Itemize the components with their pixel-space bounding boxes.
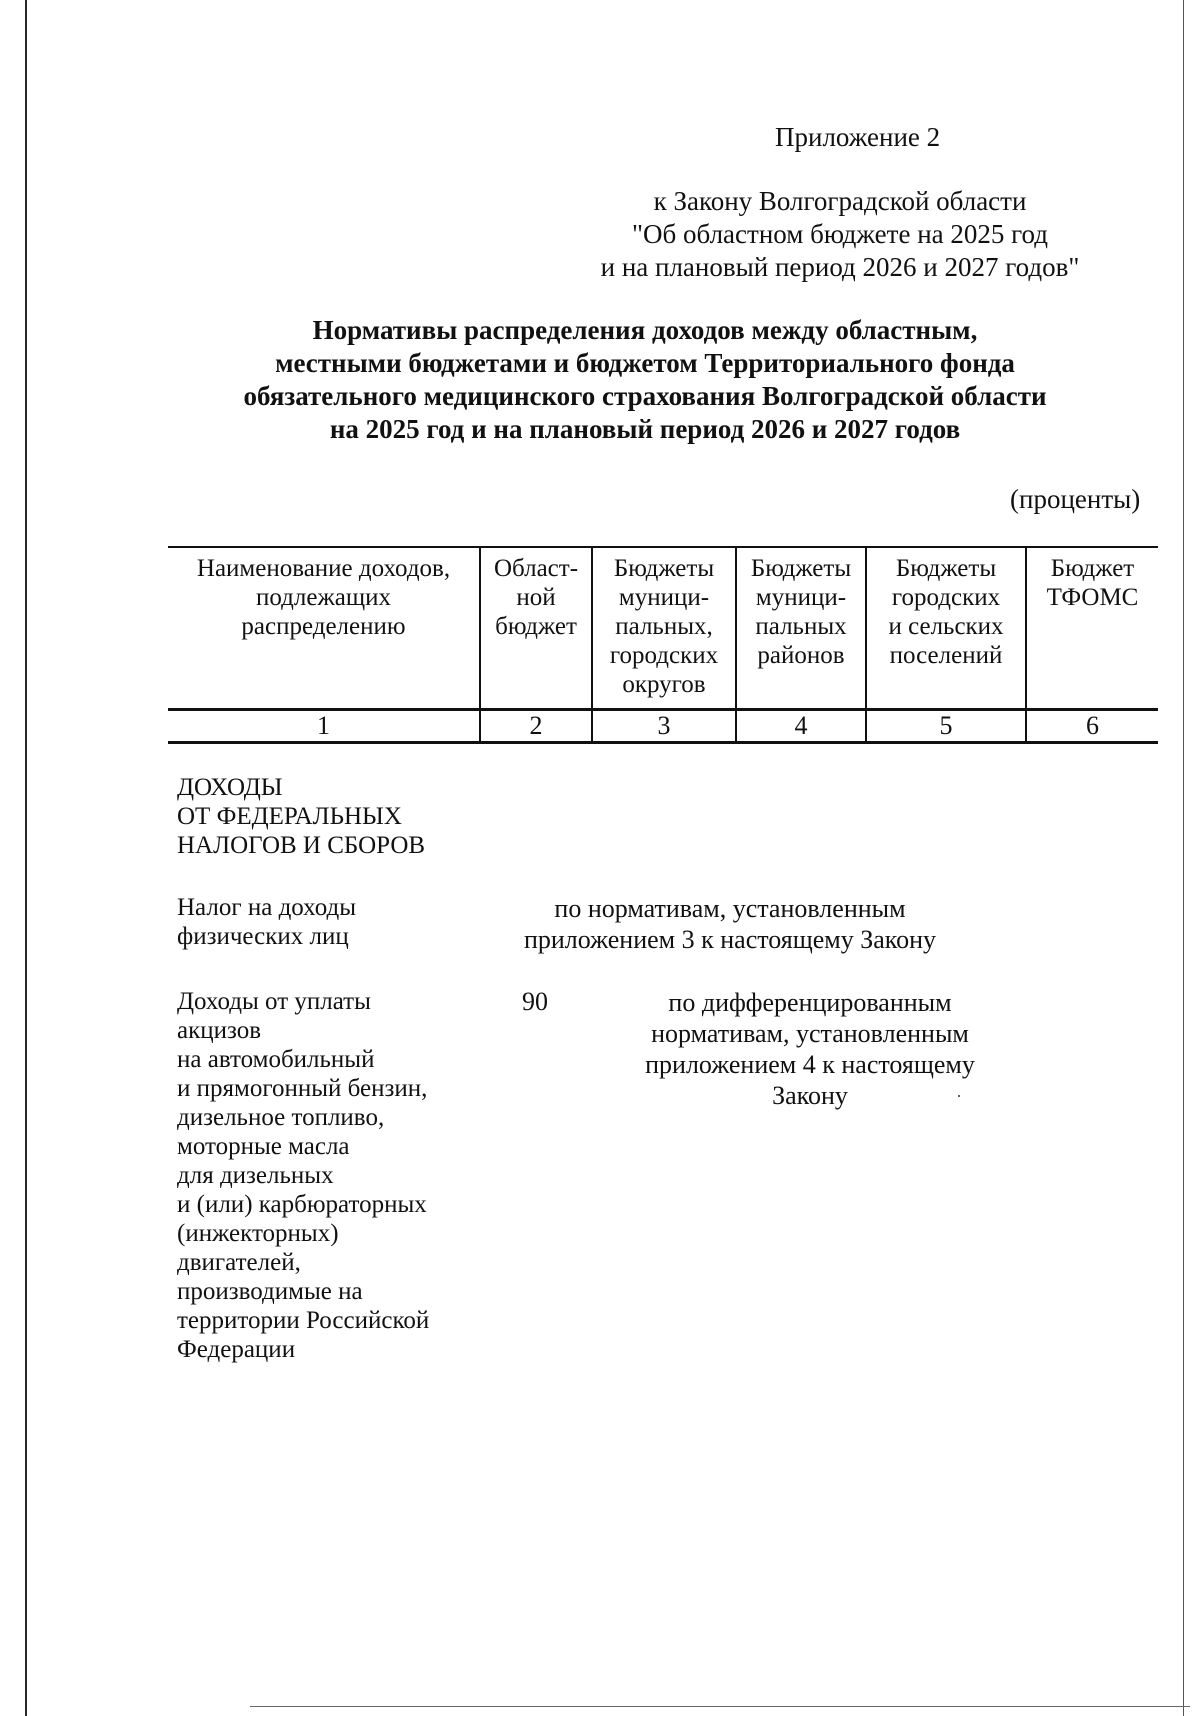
income-norm-line: по дифференцированным (668, 988, 952, 1017)
income-norm-excise (600, 987, 1020, 1111)
title-line: обязательного медицинского страхования Волгоградской области (243, 381, 1047, 411)
header-line: муници- (618, 584, 710, 611)
income-name-line: для дизельных (177, 1162, 334, 1189)
col-header-municipal-districts (736, 547, 866, 710)
col-number: 2 (480, 710, 592, 743)
income-name-line: физических лиц (177, 923, 349, 950)
income-norm-line: нормативам, установленным (651, 1019, 969, 1048)
header-line: пальных, (615, 613, 713, 640)
law-reference-line: "Об областном бюджете на 2025 год (632, 219, 1048, 249)
col-header-urban-districts (592, 547, 736, 710)
header-line: распределению (241, 613, 406, 640)
col-number: 4 (736, 710, 866, 743)
income-name-excise (177, 987, 429, 1364)
income-name-line: территории Российской (177, 1307, 430, 1334)
scan-edge-bottom (250, 1706, 1190, 1707)
income-name-line: дизельное топливо, (177, 1104, 385, 1131)
income-name-line: производимые на (177, 1278, 363, 1305)
header-line: городских (609, 642, 719, 669)
header-line: пальных (755, 613, 847, 640)
col-header-settlements (866, 547, 1026, 710)
col-number: 1 (168, 710, 480, 743)
header-line: бюджет (495, 613, 577, 640)
header-line: Бюджеты (613, 555, 715, 582)
col-header-tfoms (1026, 547, 1158, 710)
title-line: на 2025 год и на плановый период 2026 и 2027 годов (329, 414, 961, 444)
title-line: местными бюджетами и бюджетом Территориального фонда (275, 348, 1015, 378)
scan-edge-left (25, 0, 27, 1716)
income-norm-line: по нормативам, установленным (554, 894, 906, 923)
regional-budget-value: 90 (522, 987, 548, 1016)
header-line: ной (516, 584, 556, 611)
income-norm-line: приложением 4 к настоящему (645, 1050, 975, 1079)
law-reference-line: к Закону Волгоградской области (653, 186, 1027, 216)
appendix-label: Приложение 2 (775, 122, 941, 152)
section-heading-line: НАЛОГОВ И СБОРОВ (177, 832, 426, 859)
scan-edge-right (1183, 0, 1184, 1716)
income-norm-line: Закону (772, 1081, 848, 1110)
income-name-line: (инжекторных) (177, 1220, 339, 1247)
income-name-line: Доходы от уплаты (177, 988, 371, 1015)
header-line: округов (622, 671, 706, 698)
income-name-line: моторные масла (177, 1133, 350, 1160)
income-norm-pit (480, 893, 980, 955)
section-heading (177, 773, 425, 860)
header-line: Област- (493, 555, 579, 582)
units-label: (проценты) (1010, 484, 1141, 514)
header-line: подлежащих (256, 584, 391, 611)
col-number: 5 (866, 710, 1026, 743)
col-header-regional (480, 547, 592, 710)
document-title (130, 314, 1160, 446)
law-reference-line: и на плановый период 2026 и 2027 годов" (600, 252, 1080, 282)
header-line: Бюджеты (750, 555, 852, 582)
header-line: муници- (755, 584, 847, 611)
income-name-line: Федерации (177, 1336, 296, 1363)
title-line: Нормативы распределения доходов между областным, (312, 315, 978, 345)
header-line: Бюджеты (895, 555, 997, 582)
income-name-line: на автомобильный (177, 1046, 375, 1073)
income-name-line: и (или) карбюраторных (177, 1191, 427, 1218)
header-row (168, 547, 1158, 710)
header-line: городских (891, 584, 1001, 611)
income-name-pit (177, 893, 356, 951)
income-name-line: акцизов (177, 1017, 262, 1044)
income-name-line: и прямогонный бензин, (177, 1075, 428, 1102)
header-line: и сельских (888, 613, 1004, 640)
col-number: 3 (592, 710, 736, 743)
header-line: ТФОМС (1046, 584, 1139, 611)
header-line: Бюджет (1050, 555, 1135, 582)
header-line: поселений (889, 642, 1003, 669)
income-norm-line: приложением 3 к настоящему Закону (523, 925, 937, 954)
header-table (168, 546, 1158, 744)
law-reference (560, 185, 1120, 284)
header-line: Наименование доходов, (196, 555, 451, 582)
col-number: 6 (1026, 710, 1158, 743)
section-heading-line: ДОХОДЫ (177, 774, 283, 801)
income-name-line: Налог на доходы (177, 894, 357, 921)
income-name-line: двигателей, (177, 1249, 301, 1276)
header-line: районов (757, 642, 845, 669)
column-number-row (168, 710, 1158, 743)
section-heading-line: ОТ ФЕДЕРАЛЬНЫХ (177, 803, 402, 830)
col-header-name (168, 547, 480, 710)
